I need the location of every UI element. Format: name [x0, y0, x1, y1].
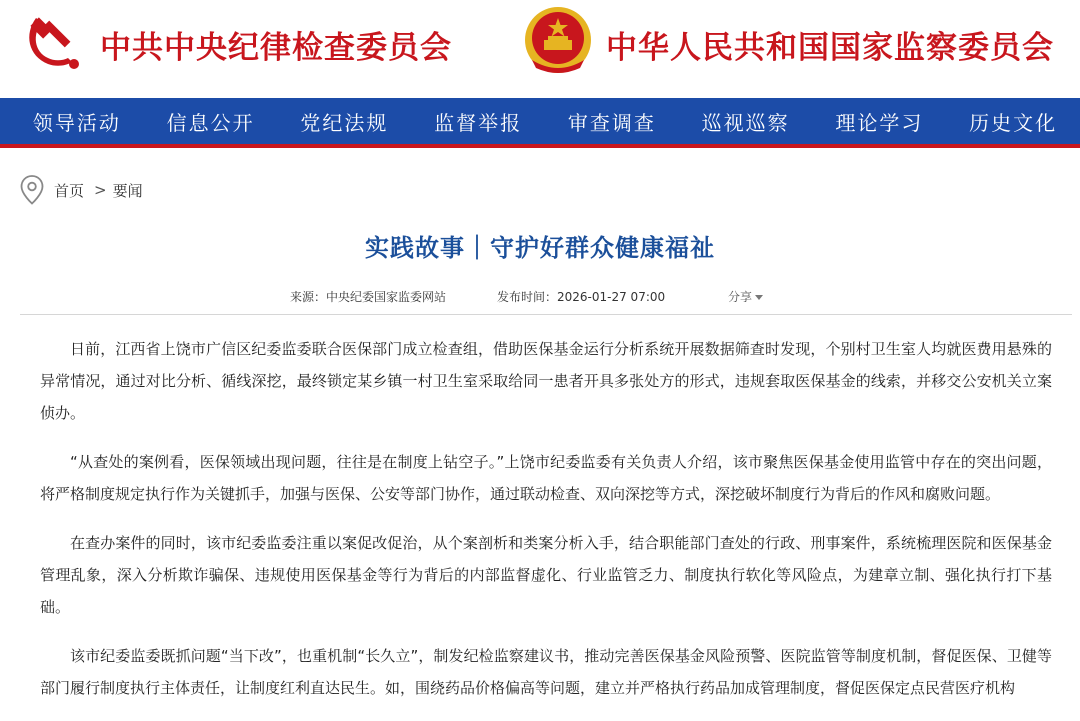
national-emblem-icon[interactable]: [522, 4, 594, 76]
article-publish-time: 发布时间：2026-01-27 07:00: [497, 290, 666, 304]
article-paragraph: 在查办案件的同时，该市纪委监委注重以案促改促治，从个案剖析和类案分析入手，结合职能部门查处的行政、刑事案件，系统梳理医院和医保基金管理乱象，深入分析欺诈骗保、违规使用医保基金等行为背后的内部监督虚化、行业监管乏力、制度执行软化等风险点，为建章立制、强化执行打下基础。: [40, 534, 1052, 616]
share-button[interactable]: [728, 288, 763, 305]
main-nav: [0, 98, 1080, 148]
breadcrumb-current-link[interactable]: 要闻: [112, 181, 143, 200]
breadcrumb-home-link[interactable]: 首页: [54, 181, 85, 200]
divider: [20, 314, 1072, 315]
org-name-cpc-ccdi: 中共中央纪律检查委员会: [100, 30, 452, 66]
article-body: [40, 333, 1052, 721]
site-header: [0, 0, 1080, 98]
article-paragraph: 日前，江西省上饶市广信区纪委监委联合医保部门成立检查组，借助医保基金运行分析系统开展数据筛查时发现，个别村卫生室人均就医费用悬殊的异常情况，通过对比分析、循线深挖，最终锁定某乡镇一村卫生室采取给同一患者开具多张处方的形式，违规套取医保基金的线索，并移交公安机关立案侦办。: [40, 340, 1052, 422]
article-source: 来源：中央纪委国家监委网站: [290, 290, 447, 304]
chevron-down-icon: [755, 295, 763, 300]
org-name-nsc: 中华人民共和国国家监察委员会: [606, 30, 1054, 66]
article-meta: [0, 288, 1080, 306]
nav-item-investigation[interactable]: 审查调查: [567, 110, 656, 135]
nav-item-report[interactable]: 监督举报: [434, 110, 523, 135]
nav-item-info-disclosure[interactable]: 信息公开: [166, 110, 255, 135]
article-paragraph: “从查处的案例看，医保领域出现问题，往往是在制度上钻空子。”上饶市纪委监委有关负责人介绍，该市聚焦医保基金使用监管中存在的突出问题，将严格制度规定执行作为关键抓手，加强与医保、公安等部门协作，通过联动检查、双向深挖等方式，深挖破坏制度行为背后的作风和腐败问题。: [40, 453, 1052, 503]
share-label: 分享: [728, 290, 753, 304]
party-emblem-icon[interactable]: [22, 8, 88, 74]
nav-item-leadership[interactable]: 领导活动: [32, 110, 121, 135]
breadcrumb: [20, 174, 143, 206]
nav-item-inspection[interactable]: 巡视巡察: [701, 110, 790, 135]
article-title: 实践故事｜守护好群众健康福祉: [365, 233, 715, 262]
nav-item-party-regulations[interactable]: 党纪法规: [300, 110, 389, 135]
location-pin-icon: [20, 175, 44, 205]
nav-item-history[interactable]: 历史文化: [969, 110, 1058, 135]
nav-item-theory[interactable]: 理论学习: [835, 110, 924, 135]
article-paragraph: 该市纪委监委既抓问题“当下改”，也重机制“长久立”，制发纪检监察建议书，推动完善医保基金风险预警、医院监管等制度机制，督促医保、卫健等部门履行制度执行主体责任，让制度红利直达民生。如，围绕药品价格偏高等问题，建立并严格执行药品加成管理制度，督促医保定点民营医疗机构: [40, 647, 1052, 697]
breadcrumb-separator: >: [94, 181, 107, 199]
